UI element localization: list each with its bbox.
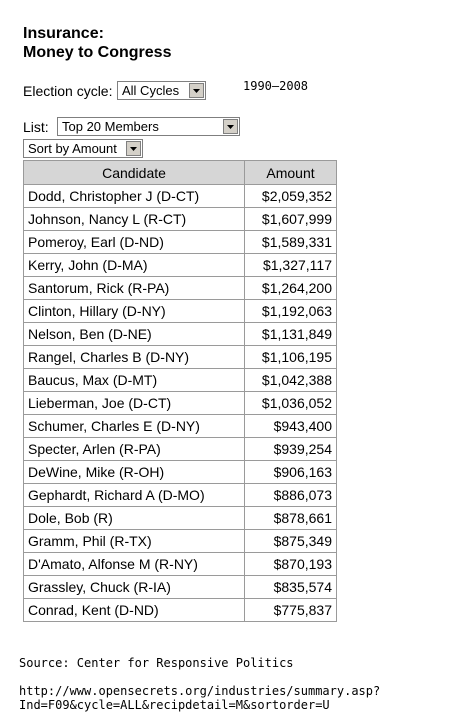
- candidate-cell: Clinton, Hillary (D-NY): [24, 300, 245, 323]
- list-value: Top 20 Members: [62, 119, 159, 134]
- title-line-1: Insurance:: [23, 25, 104, 42]
- table-row: [24, 208, 337, 231]
- chevron-down-icon[interactable]: [223, 119, 238, 134]
- amount-cell: $1,106,195: [245, 346, 337, 369]
- chevron-down-icon[interactable]: [189, 83, 204, 98]
- table-row: [24, 392, 337, 415]
- list-label: List:: [23, 119, 49, 135]
- table-row: [24, 484, 337, 507]
- table-row: [24, 415, 337, 438]
- candidate-cell: D'Amato, Alfonse M (R-NY): [24, 553, 245, 576]
- candidate-cell: Gephardt, Richard A (D-MO): [24, 484, 245, 507]
- source-note: Source: Center for Responsive Politics: [19, 656, 294, 670]
- table-row: [24, 231, 337, 254]
- table-row: [24, 254, 337, 277]
- election-cycle-select[interactable]: [117, 81, 206, 100]
- table-row: [24, 438, 337, 461]
- amount-cell: $1,192,063: [245, 300, 337, 323]
- table-row: [24, 300, 337, 323]
- sort-select[interactable]: [23, 139, 143, 158]
- source-url-line-2: Ind=F09&cycle=ALL&recipdetail=M&sortorder=U: [19, 698, 330, 712]
- election-cycle-value: All Cycles: [122, 83, 180, 98]
- source-url: [19, 684, 380, 712]
- chevron-down-icon[interactable]: [126, 141, 141, 156]
- amount-cell: $870,193: [245, 553, 337, 576]
- amount-cell: $1,042,388: [245, 369, 337, 392]
- amount-cell: $2,059,352: [245, 185, 337, 208]
- candidate-cell: Nelson, Ben (D-NE): [24, 323, 245, 346]
- candidate-cell: Pomeroy, Earl (D-ND): [24, 231, 245, 254]
- table-row: [24, 369, 337, 392]
- amount-cell: $1,036,052: [245, 392, 337, 415]
- candidate-cell: Schumer, Charles E (D-NY): [24, 415, 245, 438]
- candidate-cell: Kerry, John (D-MA): [24, 254, 245, 277]
- candidate-cell: Baucus, Max (D-MT): [24, 369, 245, 392]
- amount-cell: $1,607,999: [245, 208, 337, 231]
- amount-cell: $906,163: [245, 461, 337, 484]
- table-row: [24, 346, 337, 369]
- candidate-cell: Dodd, Christopher J (D-CT): [24, 185, 245, 208]
- table-row: [24, 599, 337, 622]
- amount-cell: $943,400: [245, 415, 337, 438]
- table-row: [24, 323, 337, 346]
- members-table: [23, 160, 337, 622]
- list-select[interactable]: [57, 117, 240, 136]
- candidate-cell: Dole, Bob (R): [24, 507, 245, 530]
- amount-cell: $1,264,200: [245, 277, 337, 300]
- candidate-cell: DeWine, Mike (R-OH): [24, 461, 245, 484]
- sort-value: Sort by Amount: [28, 141, 117, 156]
- candidate-cell: Specter, Arlen (R-PA): [24, 438, 245, 461]
- column-header-amount: Amount: [245, 161, 337, 185]
- column-header-candidate: Candidate: [24, 161, 245, 185]
- amount-cell: $939,254: [245, 438, 337, 461]
- amount-cell: $1,327,117: [245, 254, 337, 277]
- amount-cell: $875,349: [245, 530, 337, 553]
- amount-cell: $1,131,849: [245, 323, 337, 346]
- table-row: [24, 461, 337, 484]
- table-row: [24, 185, 337, 208]
- amount-cell: $775,837: [245, 599, 337, 622]
- table-row: [24, 277, 337, 300]
- page-title: [23, 24, 171, 62]
- candidate-cell: Santorum, Rick (R-PA): [24, 277, 245, 300]
- table-row: [24, 530, 337, 553]
- amount-cell: $878,661: [245, 507, 337, 530]
- title-line-2: Money to Congress: [23, 44, 172, 61]
- table-row: [24, 576, 337, 599]
- candidate-cell: Conrad, Kent (D-ND): [24, 599, 245, 622]
- table-row: [24, 507, 337, 530]
- table-row: [24, 553, 337, 576]
- candidate-cell: Johnson, Nancy L (R-CT): [24, 208, 245, 231]
- amount-cell: $835,574: [245, 576, 337, 599]
- amount-cell: $886,073: [245, 484, 337, 507]
- amount-cell: $1,589,331: [245, 231, 337, 254]
- candidate-cell: Lieberman, Joe (D-CT): [24, 392, 245, 415]
- table-header-row: [24, 161, 337, 185]
- years-range: 1990–2008: [243, 79, 309, 93]
- source-url-line-1: http://www.opensecrets.org/industries/summary.asp?: [19, 684, 381, 698]
- candidate-cell: Gramm, Phil (R-TX): [24, 530, 245, 553]
- candidate-cell: Grassley, Chuck (R-IA): [24, 576, 245, 599]
- election-cycle-label: Election cycle:: [23, 83, 113, 99]
- candidate-cell: Rangel, Charles B (D-NY): [24, 346, 245, 369]
